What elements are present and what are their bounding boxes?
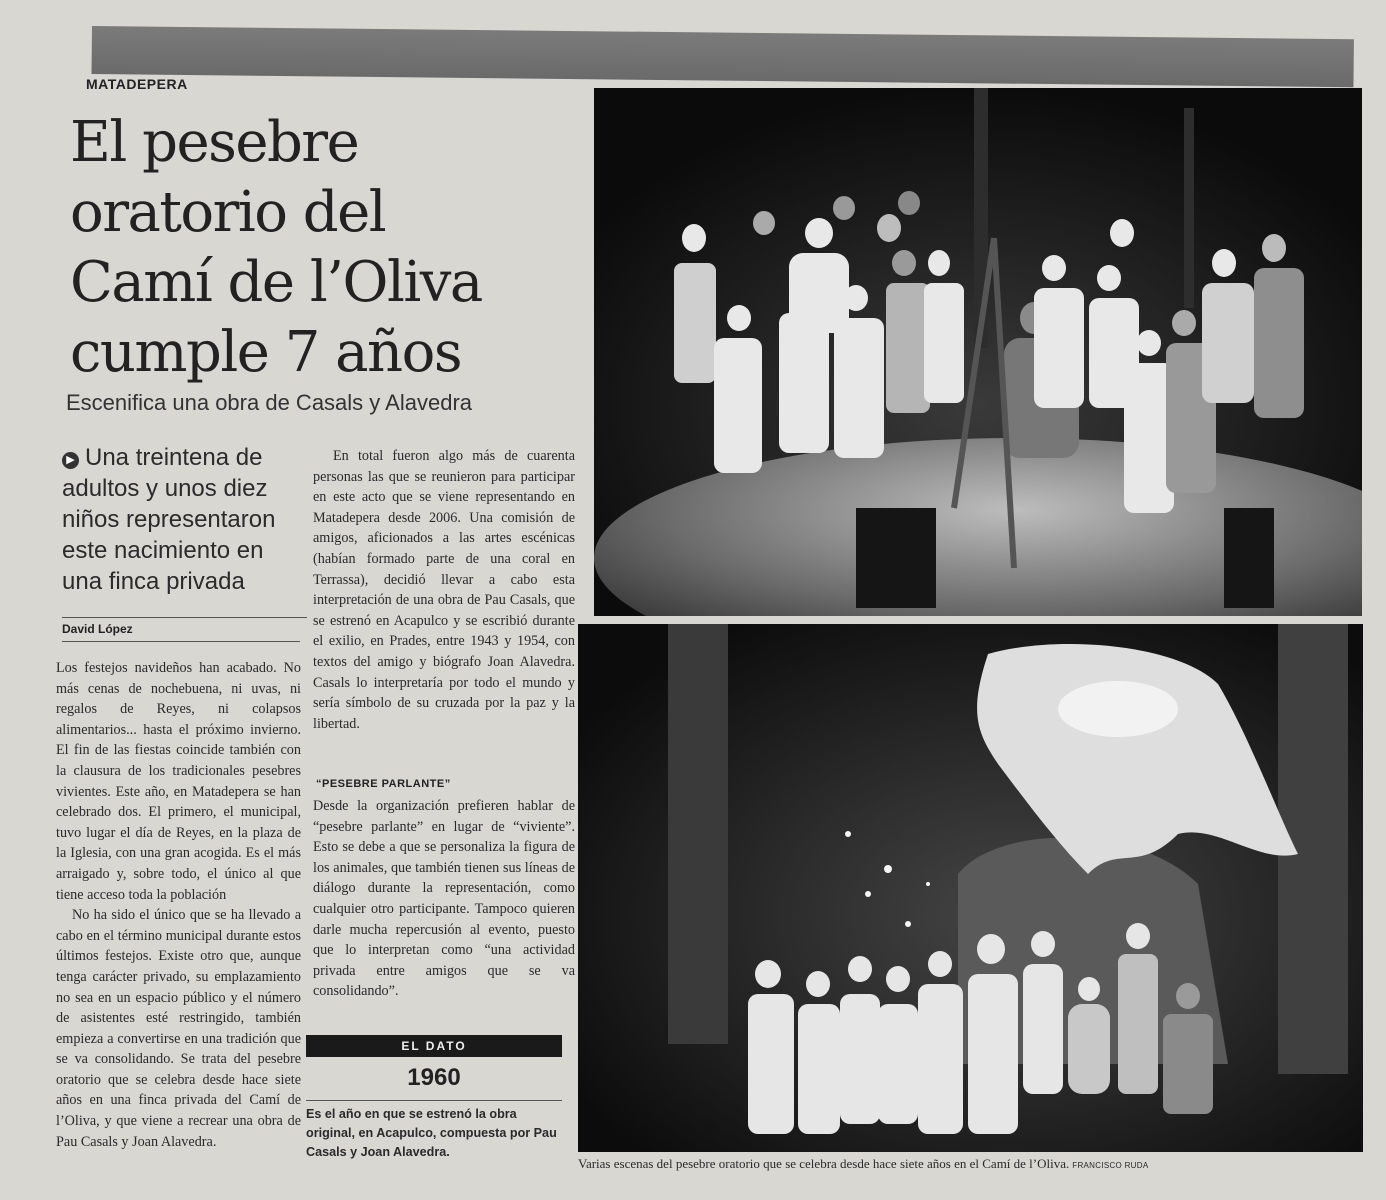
caption-text: Varias escenas del pesebre oratorio que se celebra desde hace siete años en el Camí de l’Oliva.: [578, 1156, 1070, 1171]
photo-nativity-scene: [578, 624, 1363, 1152]
headline-line: El pesebre: [70, 110, 359, 175]
fact-box-year: 1960: [306, 1064, 562, 1101]
lead-text: Una treintena de adultos y unos diez niños representaron este nacimiento en una finca privada: [62, 444, 276, 595]
paragraph: Desde la organización prefieren hablar de “pesebre parlante” en lugar de “viviente”. Esto se debe a que se personaliza la figura de los animales, que también tienen sus líneas de diálogo durante la representación, como cualquier otro participante. Tampoco quieren darle mucha repercusión al evento, puesto que lo interpretan como “una actividad privada entre amigos que se va consolidando”.: [313, 798, 575, 1000]
author-byline: David López: [62, 622, 300, 642]
photo-nativity-scene-image: [578, 624, 1363, 1152]
paragraph: En total fueron algo más de cuarenta personas las que se reunieron para participar en este acto que se viene representando en Matadepera desde 2006. Una comisión de amigos, aficionados a las artes escénicas (habían formado parte de una coral en Terrassa), decidió llevar a cabo esta interpretación de una obra de Pau Casals, que se estrenó en Acapulco y se escribió durante el exilio, en Prades, entre 1943 y 1954, con textos del amigo y biógrafo Joan Alavedra. Casals lo interpretaría por todo el mundo y sería símbolo de su cruzada por la paz y la libertad.: [313, 448, 575, 732]
photo-credit: FRANCISCO RUDA: [1072, 1161, 1149, 1170]
header-bar: [91, 26, 1353, 87]
photo-caption: [578, 1156, 1368, 1172]
headline-line: oratorio del: [70, 180, 386, 245]
arrow-bullet-icon: ▶: [62, 452, 79, 469]
paragraph: No ha sido el único que se ha llevado a cabo en el término municipal durante estos últimos festejos. Existe otro que, aunque tenga carácter privado, su emplazamiento no sea en un espacio público y el número de asistentes esté restringido, también empieza a convertirse en una tradición que se va consolidando. Se trata del pesebre oratorio que se celebra desde hace siete años en una finca privada del Camí de l’Oliva, y que viene a recrear una obra de Pau Casals y Joan Alavedra.: [56, 907, 301, 1150]
body-column-1: [56, 658, 301, 1152]
lead-summary: [62, 442, 307, 618]
paragraph: Los festejos navideños han acabado. No más cenas de nochebuena, ni uvas, ni regalos de Reyes, ni colapsos alimentarios... hasta el próximo invierno. El fin de las fiestas coincide también con la clausura de los tradicionales pesebres vivientes. Este año, en Matadepera se han celebrado dos. El primero, el municipal, tuvo lugar el día de Reyes, en la plaza de la Iglesia, con una gran acogida. Es el más arraigado y, sobre todo, el único al que tiene acceso toda la población: [56, 660, 301, 903]
body-column-2-continued: [313, 796, 575, 1002]
headline-line: Camí de l’Oliva: [70, 250, 482, 315]
section-label: MATADEPERA: [86, 76, 188, 92]
body-column-2: [313, 446, 575, 734]
photo-group-portrait-image: [594, 88, 1362, 616]
fact-box-text: Es el año en que se estrenó la obra original, en Acapulco, compuesta por Pau Casals y Joan Alavedra.: [306, 1107, 557, 1159]
fact-box-label: EL DATO: [306, 1035, 562, 1057]
headline-line: cumple 7 años: [70, 320, 462, 385]
subheading: “PESEBRE PARLANTE”: [316, 778, 451, 790]
subtitle: Escenifica una obra de Casals y Alavedra: [66, 390, 473, 415]
headline: [70, 108, 590, 388]
photo-group-portrait: [594, 88, 1362, 616]
